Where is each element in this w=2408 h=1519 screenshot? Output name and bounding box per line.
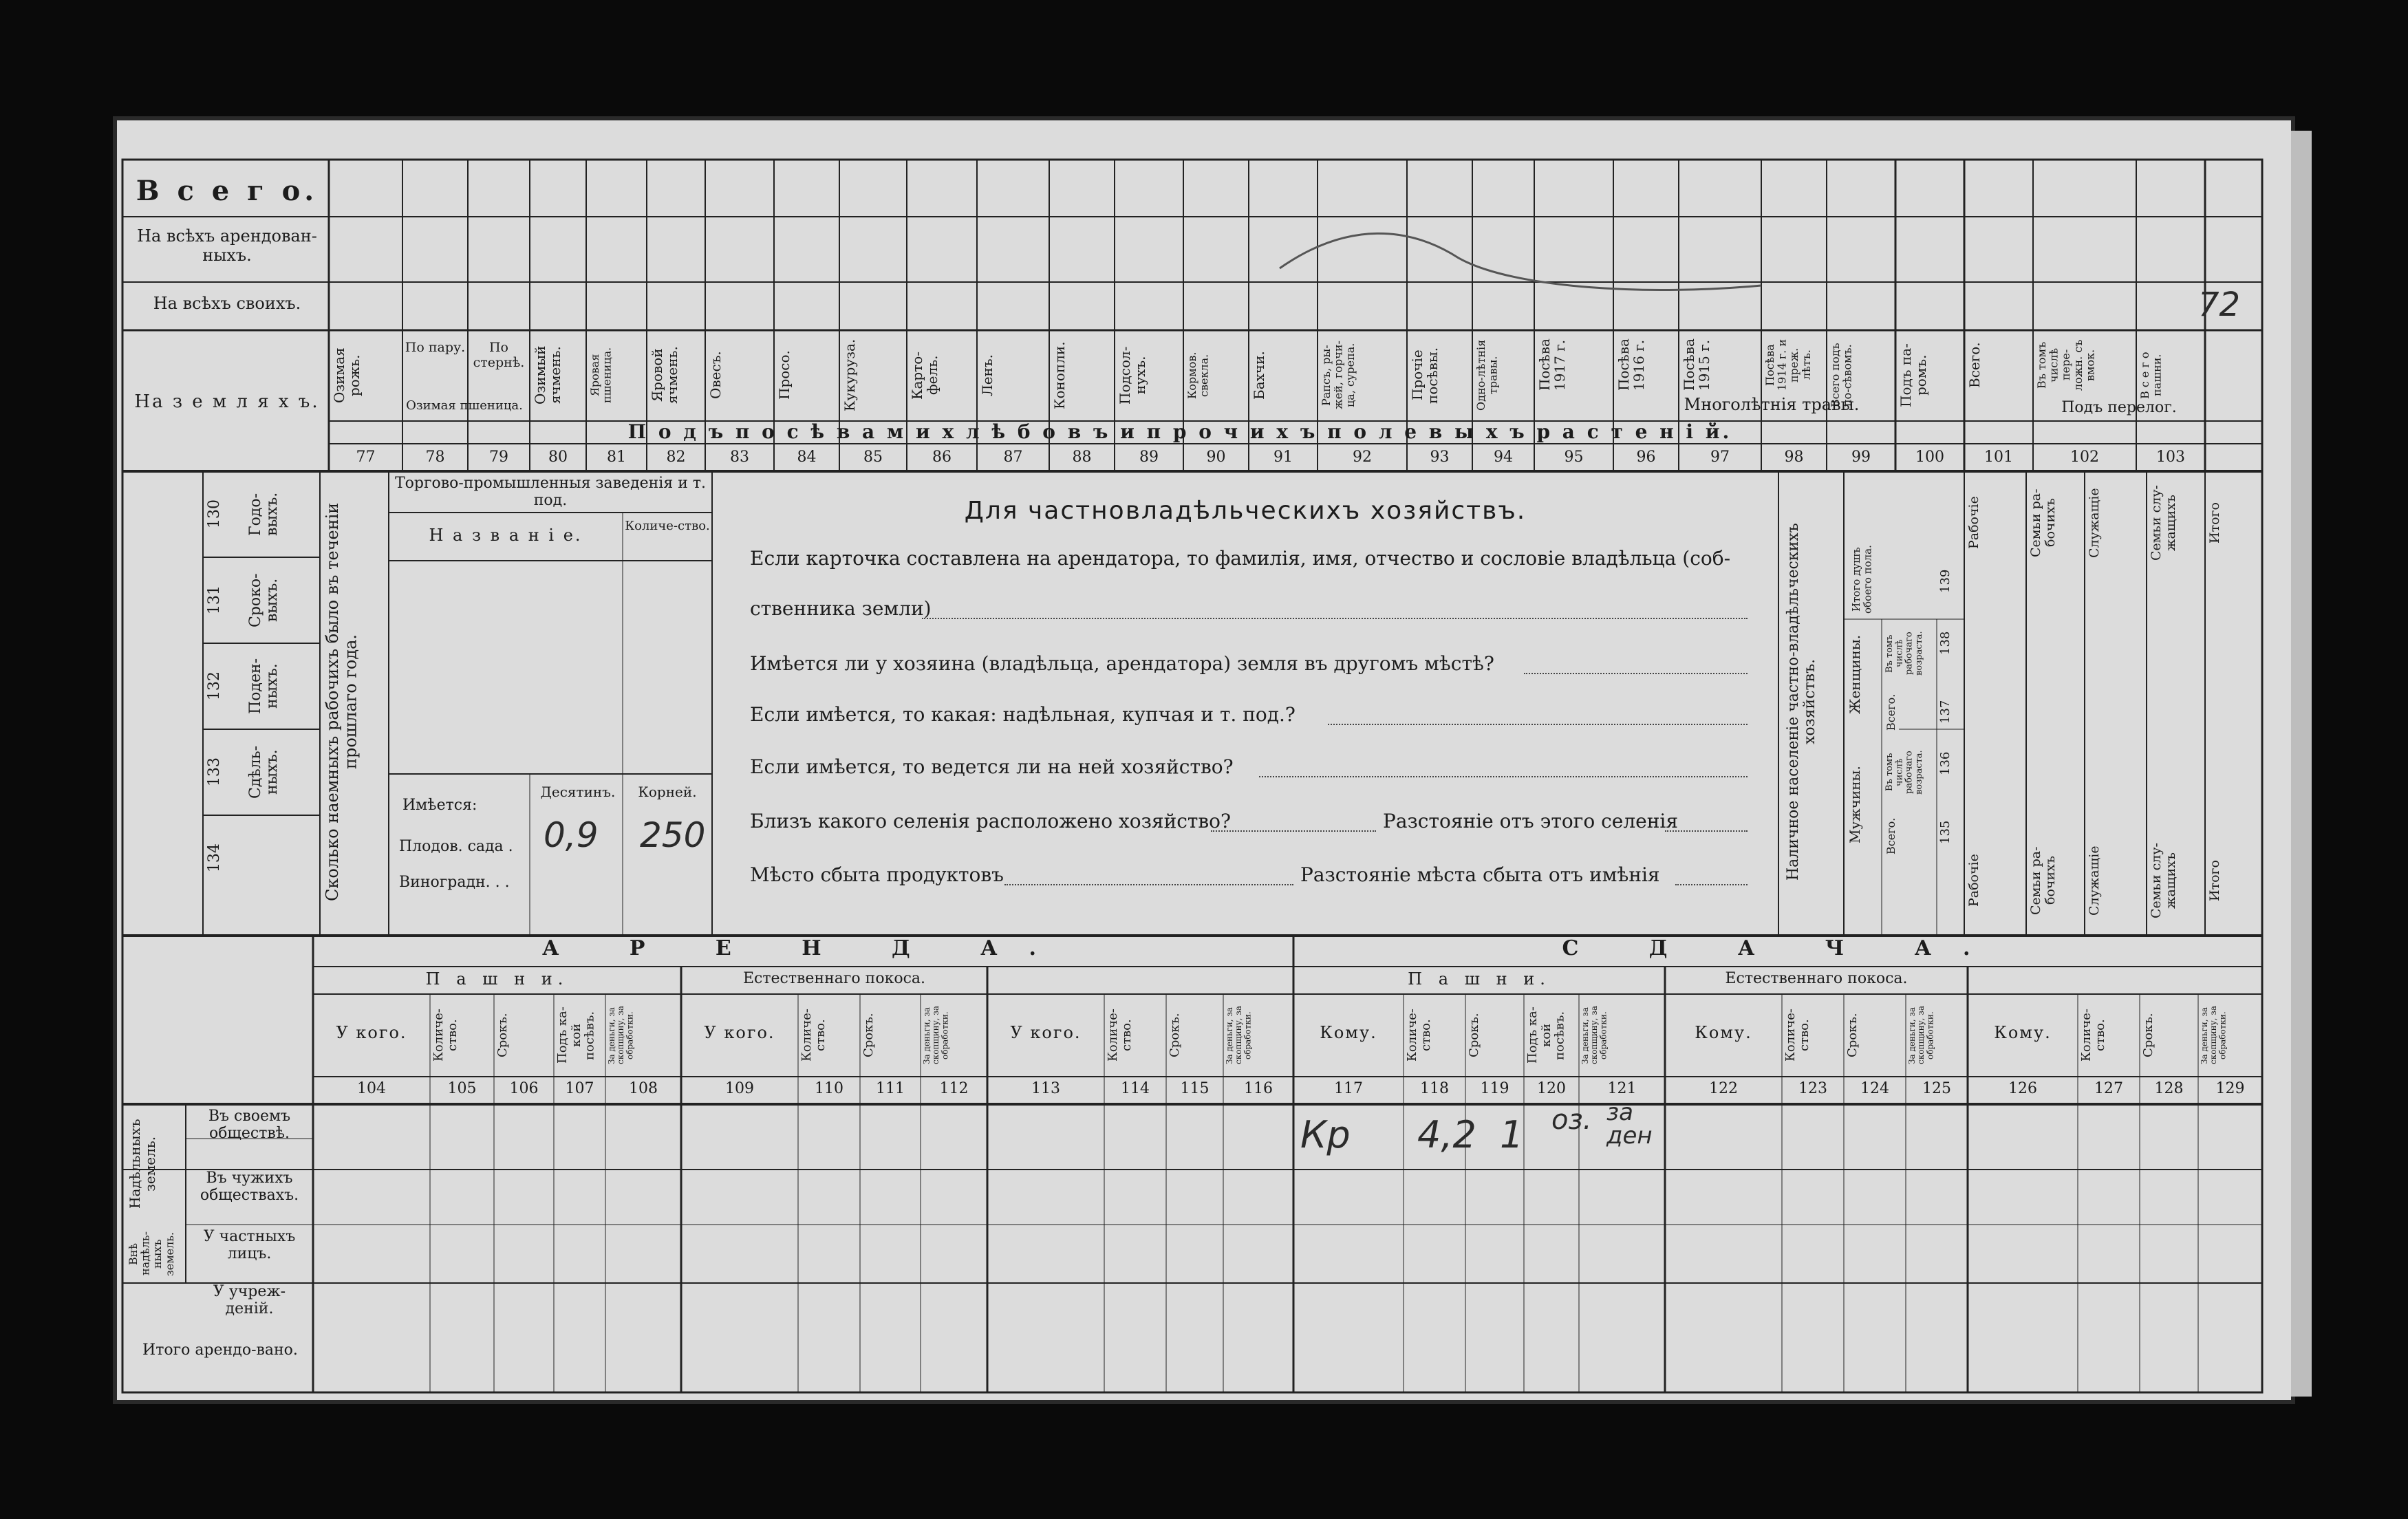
lease-column-label: Количе-ство. [1405,1009,1433,1062]
staff-column-label: Рабочіе [1966,854,1981,907]
private-farms-title: Для частновладѣльческихъ хозяйствъ. [964,497,1527,525]
lease-column-label: Подъ ка-кой посѣвъ. [555,1006,597,1064]
lease-column-number: 127 [2094,1080,2123,1097]
top-column-label: Прочіе посѣвы. [1409,347,1441,404]
lease-column-number: 123 [1798,1080,1827,1097]
lease-column-number: 113 [1031,1080,1060,1097]
handwritten-term: 1 [1500,1113,1524,1156]
top-column-number: 80 [548,449,568,466]
top-column-number: 78 [425,449,445,466]
top-column-label: Посѣва 1914 г. и преж. лѣтъ. [1763,338,1813,391]
top-column-label: По пару. [405,340,466,355]
lease-column-number: 111 [876,1080,905,1097]
staff-column-label: Семьи ра-бочихъ [2028,846,2058,915]
lease-column-label: Срокъ. [1168,1013,1182,1058]
staff-column-label: Семьи ра-бочихъ [2028,488,2058,557]
answer-line [922,618,1748,619]
row-institutions: У учреж-деній. [213,1283,286,1318]
answer-line [1524,673,1748,674]
top-column-label: Всего подъ по-сѣвомъ. [1829,343,1854,408]
lease-column-label: Кому. [1695,1023,1752,1042]
fallow-label: Подъ перелог. [2061,399,2177,416]
handwritten-quantity: 4,2 [1417,1113,1476,1156]
vineyard-label: Виноградн. . . [399,874,510,891]
lease-column-label: Срокъ. [1845,1013,1860,1058]
top-column-label: Кукуруза. [841,338,858,412]
top-column-number: 81 [607,449,626,466]
answer-line [1211,830,1376,832]
lease-column-label: Количе-ство. [431,1009,460,1062]
lease-column-number: 121 [1607,1080,1637,1097]
question-village: Близъ какого селенія расположено хозяйство? [750,810,1232,832]
question-market: Мѣсто сбыта продуктовъ [750,863,1004,886]
answer-line [1328,724,1748,725]
worker-column-number: 132 [206,671,223,701]
question-other-land: Имѣется ли у хозяина (владѣльца, арендатора) земля въ другомъ мѣстѣ? [750,652,1494,675]
lease-column-label: Срокъ. [1467,1013,1481,1058]
lease-column-label: Подъ ка-кой посѣвъ. [1525,1006,1567,1064]
top-column-number: 94 [1494,449,1513,466]
top-column-label: Озимый ячмень. [532,345,563,405]
row-rented: На всѣхъ арендован-ныхъ. [137,226,317,265]
top-column-label: Въ томъ числѣ пере-ложн. съ вмок. [2035,339,2097,391]
worker-column-label: Годо-выхъ. [247,492,281,537]
worker-column-number: 130 [206,499,223,529]
top-column-number: 86 [932,449,952,466]
worker-column-number: 133 [206,757,223,787]
top-column-label: Яровой ячмень. [649,346,680,405]
question-village-distance: Разстояніе отъ этого селенія [1383,810,1678,832]
lease-arable-header: П а ш н и. [1408,969,1551,989]
top-column-label: Рапсъ, ры-жей, горчи-ца, сурепа. [1320,341,1357,410]
lease-column-label: У кого. [336,1023,407,1042]
top-column-label: Овесъ. [707,351,724,400]
top-column-number: 97 [1710,449,1730,466]
orchard-korney-value: 250 [640,815,706,855]
top-column-number: 102 [2070,449,2099,466]
top-column-label: В с е г о пашни. [2138,352,2164,399]
top-column-label: Конопли. [1051,341,1068,409]
lease-column-number: 116 [1244,1080,1273,1097]
row-own: На всѣхъ своихъ. [153,294,301,313]
top-column-label: Посѣва 1915 г. [1681,338,1712,391]
handwritten-crop: оз. [1551,1104,1592,1136]
winter-wheat-label: Озимая пшеница. [406,398,523,413]
staff-column-label: Итого [2207,860,2222,901]
population-column-number: 139 [1938,569,1953,594]
top-column-number: 89 [1139,449,1159,466]
women-total-label: Всего. [1884,693,1898,731]
lease-column-label: Срокъ. [495,1013,510,1058]
top-column-number: 79 [489,449,508,466]
staff-column-label: Семьи слу-жащихъ [2149,843,2178,918]
top-column-number: 91 [1273,449,1293,466]
lease-column-number: 118 [1420,1080,1449,1097]
top-column-label: Бахчи. [1251,351,1267,400]
top-column-label: Всего. [1966,342,1983,388]
lease-column-number: 129 [2215,1080,2245,1097]
korney-header: Корней. [638,784,697,800]
top-column-number: 92 [1353,449,1372,466]
lease-column-number: 119 [1480,1080,1509,1097]
top-column-number: 84 [797,449,817,466]
has-label: Имѣется: [402,797,477,814]
staff-column-label: Рабочіе [1966,496,1981,550]
non-allotment-lands-label: Внѣ надѣль-ныхъ земель. [127,1231,176,1276]
top-column-number: 99 [1851,449,1871,466]
lease-column-number: 114 [1121,1080,1150,1097]
top-column-number: 98 [1784,449,1804,466]
answer-line [1259,776,1748,777]
worker-column-label: Сдѣль-ныхъ. [247,745,281,799]
hired-workers-question: Сколько наемныхъ рабочихъ было въ теченіи прошлаго года. [323,502,361,901]
men-total-label: Всего. [1884,817,1898,854]
desyatin-header: Десятинъ. [540,784,616,800]
top-column-number: 95 [1564,449,1584,466]
row-total: В с е г о. [136,175,319,207]
lease-column-number: 126 [2008,1080,2037,1097]
lease-column-label: За деньги, за скопщину, за обработки. [922,1006,950,1065]
rent-band: А Р Е Н Д А. [542,936,1068,960]
top-column-number: 88 [1072,449,1092,466]
top-column-number: 83 [730,449,749,466]
top-column-number: 85 [863,449,883,466]
top-column-label: Посѣва 1917 г. [1536,338,1568,391]
top-column-number: 82 [666,449,686,466]
question-farming: Если имѣется, то ведется ли на ней хозяйство? [750,755,1234,778]
trade-qty-header: Количе-ство. [625,519,710,533]
orchard-desyatin-value: 0,9 [544,815,599,855]
population-column-number: 137 [1938,700,1953,724]
lease-meadow-header: Естественнаго покоса. [1725,970,1908,987]
lease-column-number: 104 [357,1080,386,1097]
orchard-label: Плодов. сада . [399,838,513,855]
top-column-number: 96 [1636,449,1656,466]
top-column-number: 87 [1003,449,1023,466]
staff-column-label: Служащіе [2087,488,2102,558]
rent-arable-header: П а ш н и. [425,969,569,989]
row-own-society: Въ своемъ обществѣ. [208,1108,291,1143]
lease-column-number: 128 [2154,1080,2184,1097]
total-souls-label: Итого душъ обоего пола. [1850,545,1874,614]
top-column-label: Просо. [776,350,793,400]
lease-column-label: За деньги, за скопщину, за обработки. [1907,1006,1935,1065]
top-column-number: 101 [1984,449,2013,466]
lease-column-number: 112 [939,1080,969,1097]
allotment-lands-label: Надѣльныхъ земель. [127,1119,158,1209]
lease-column-label: Количе-ство. [2079,1009,2107,1062]
lease-column-label: Количе-ство. [1106,1009,1134,1062]
lease-column-label: Количе-ство. [799,1009,828,1062]
perennial-grasses-label: Многолѣтнія травы. [1684,395,1860,414]
population-column-number: 136 [1938,751,1953,776]
lease-column-label: За деньги, за скопщину, за обработки. [607,1006,635,1065]
population-column-number: 135 [1938,820,1953,845]
lease-column-label: За деньги, за скопщину, за обработки. [1225,1006,1253,1065]
men-header: Мужчины. [1847,766,1863,844]
lease-column-number: 125 [1922,1080,1951,1097]
top-column-number: 90 [1206,449,1226,466]
lease-column-number: 109 [725,1080,754,1097]
lease-column-number: 122 [1709,1080,1738,1097]
top-column-label: Ленъ. [979,354,996,396]
top-column-label: Одно-лѣтнія травы. [1474,339,1500,411]
lease-column-label: Кому. [1320,1023,1377,1042]
staff-column-label: Семьи слу-жащихъ [2149,485,2178,561]
row-other-societies: Въ чужихъ обществахъ. [200,1170,299,1205]
women-header: Женщины. [1847,634,1863,714]
lease-column-number: 110 [815,1080,843,1097]
lease-column-label: Срокъ. [2141,1013,2156,1058]
lease-column-number: 108 [629,1080,658,1097]
worker-column-label: Сроко-выхъ. [247,573,281,627]
question-land-type: Если имѣется, то какая: надѣльная, купчая и т. под.? [750,703,1296,726]
top-column-number: 100 [1915,449,1944,466]
top-column-label: Кормов. свекла. [1185,352,1211,399]
row-on-lands: На з е м л я х ъ. [134,391,320,412]
trade-name-header: Н а з в а н і е. [429,526,583,545]
top-column-number: 103 [2156,449,2185,466]
top-column-label: Посѣва 1916 г. [1615,338,1647,391]
population-header: Наличное населеніе частно-владѣльческихъ хозяйствъ. [1785,523,1819,881]
handwritten-to-whom: Кр [1300,1113,1351,1156]
rent-meadow-header: Естественнаго покоса. [742,970,925,987]
trade-title: Торгово-промышленныя заведенія и т. под. [394,475,707,510]
lease-column-label: У кого. [1010,1023,1082,1042]
lease-column-number: 120 [1537,1080,1566,1097]
question-owner-b: ственника земли) [750,597,932,620]
lease-column-number: 105 [447,1080,477,1097]
lease-column-number: 107 [565,1080,594,1097]
worker-column-label: Поден-ныхъ. [247,658,281,715]
top-column-label: Яровая пшеница. [588,347,614,404]
lease-column-label: У кого. [704,1023,775,1042]
staff-column-label: Служащіе [2087,845,2102,916]
worker-column-number: 131 [206,585,223,615]
top-column-number: 77 [356,449,376,466]
top-column-label: Озимая рожь. [331,347,363,403]
lease-column-label: За деньги, за скопщину, за обработки. [2200,1006,2228,1065]
top-column-label: По стернѣ. [473,340,525,370]
lease-column-number: 124 [1860,1080,1889,1097]
lease-out-band: С Д А Ч А. [1562,936,2002,960]
men-working-label: Въ томъ числѣ рабочаго возраста. [1884,750,1924,795]
top-column-label: Подсол-нухъ. [1117,346,1148,405]
lease-column-number: 117 [1334,1080,1363,1097]
lease-column-label: За деньги, за скопщину, за обработки. [1580,1006,1609,1065]
answer-line [1004,884,1293,885]
row-total-rented: Итого арендо-вано. [142,1342,298,1359]
lease-column-number: 115 [1180,1080,1210,1097]
corner-number: 72 [2198,286,2241,324]
top-column-label: Карто-фель. [909,351,940,400]
question-market-distance: Разстояніе мѣста сбыта отъ имѣнія [1300,863,1660,886]
lease-column-number: 106 [509,1080,539,1097]
top-column-label: Подъ па-ромъ. [1898,343,1929,407]
answer-line [1675,884,1748,885]
worker-column-number: 134 [206,843,223,873]
answer-line [1665,830,1748,832]
handwritten-payment: за ден [1606,1099,1653,1150]
row-private-persons: У частныхъ лицъ. [203,1228,296,1263]
lease-column-label: Количе-ство. [1783,1009,1812,1062]
population-column-number: 138 [1938,631,1953,656]
lease-column-label: Кому. [1994,1023,2052,1042]
lease-column-label: Срокъ. [861,1013,876,1058]
women-working-label: Въ томъ числѣ рабочаго возраста. [1884,631,1924,676]
question-owner-a: Если карточка составлена на арендатора, то фамилія, имя, отчество и сословіе владѣльца (соб- [750,547,1731,570]
staff-column-label: Итого [2207,502,2222,543]
top-column-number: 93 [1430,449,1450,466]
crops-band: П о д ъ п о с ѣ в а м и х л ѣ б о в ъ и п р о ч и х ъ п о л е в ы х ъ р а с т е н і й. [627,420,1732,443]
